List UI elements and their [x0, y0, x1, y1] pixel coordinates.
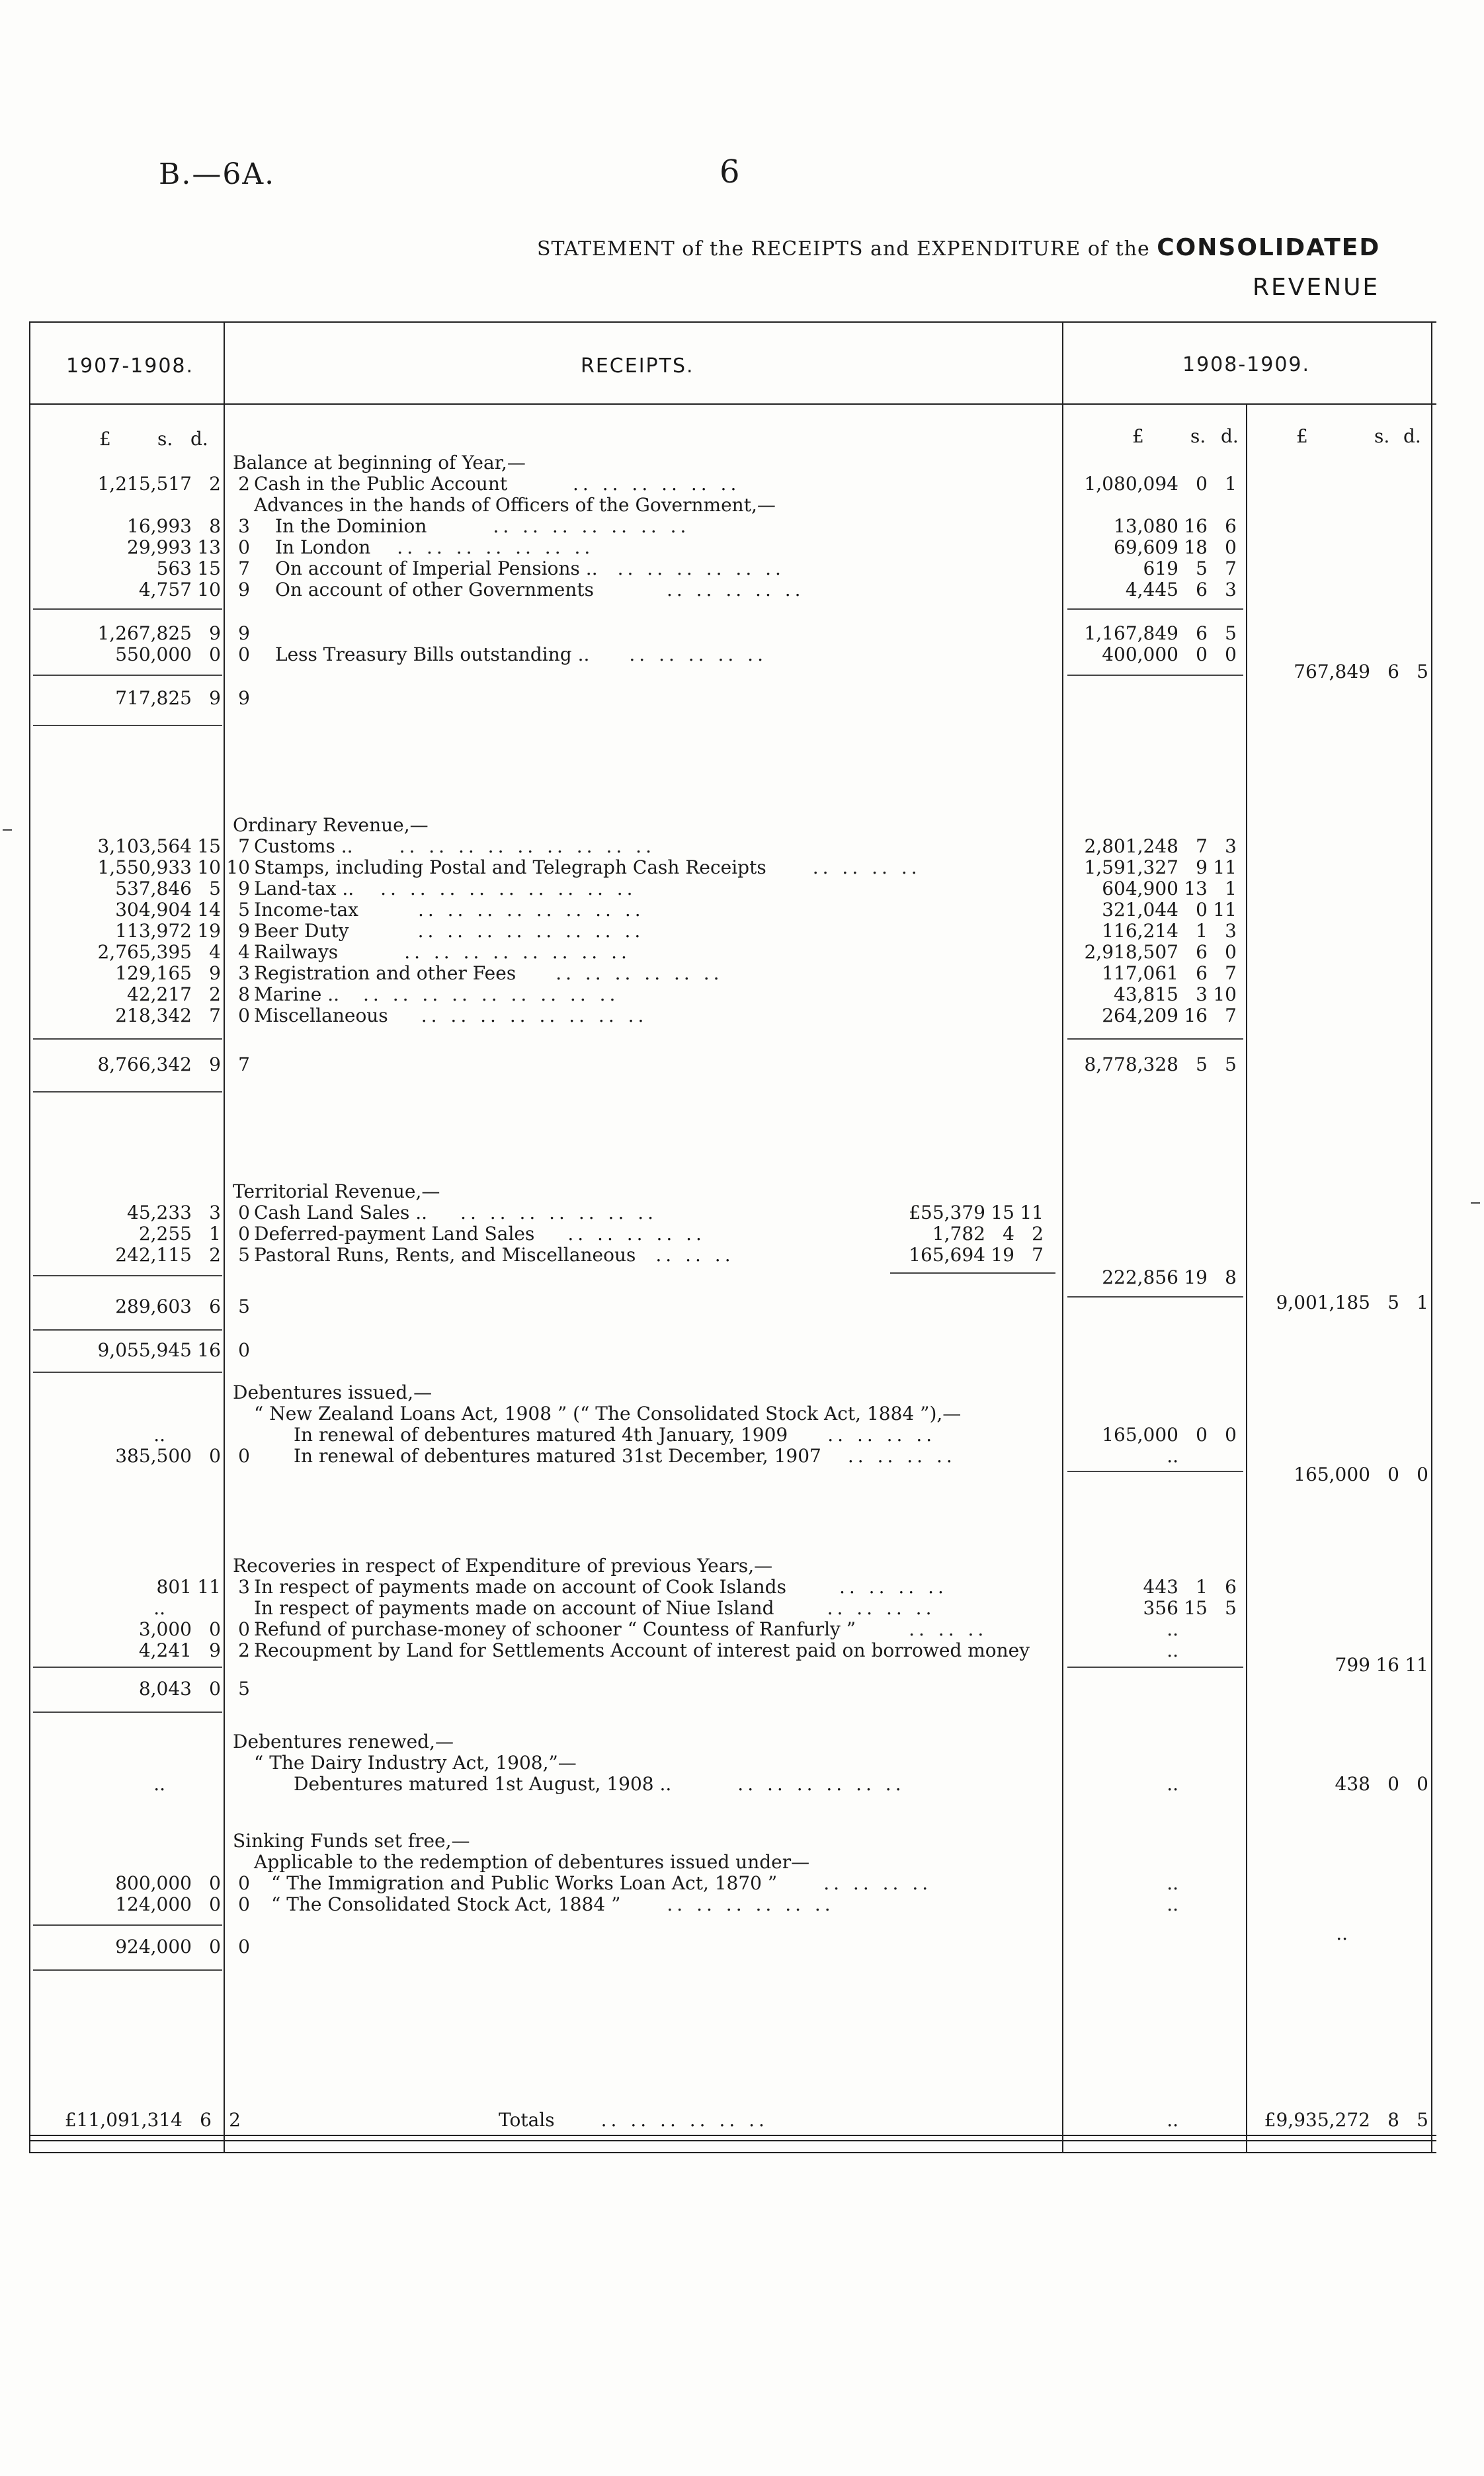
- statement-title: [537, 234, 1380, 261]
- leader-dots: .. .. .. .. .. .. .. .. ..: [399, 835, 655, 857]
- leader-dots: .. .. .. .. .. ..: [617, 557, 785, 579]
- label: In London: [275, 536, 371, 558]
- leader-dots: .. .. .. ..: [847, 1445, 956, 1467]
- label: Debentures matured 1st August, 1908 ..: [294, 1773, 672, 1795]
- page-number: 6: [720, 153, 740, 190]
- prev-renew-jan: ..: [153, 1424, 165, 1446]
- leader-dots: .. .. .. .. .. .. .. ..: [421, 1005, 648, 1026]
- cur-customs: 2,801,248 7 3: [1084, 835, 1237, 857]
- leader-dots: .. .. .. .. .. .. ..: [397, 536, 595, 558]
- label: Stamps, including Postal and Telegraph Cash Receipts: [254, 856, 766, 878]
- prev-balance: 717,825 9 9: [115, 687, 250, 709]
- cur-niue: 356 15 5: [1143, 1597, 1237, 1619]
- prev-immigration: 800,000 0 0: [115, 1872, 250, 1894]
- label: “ The Immigration and Public Works Loan Act, 1870 ”: [271, 1872, 778, 1894]
- prev-recoveries-total: 8,043 0 5: [138, 1678, 250, 1700]
- item-other-gov: [275, 579, 805, 600]
- item-beer: [254, 921, 644, 942]
- cur-misc: 264,209 16 7: [1102, 1005, 1237, 1026]
- prev-customs: 3,103,564 15 7: [97, 835, 250, 857]
- leader-dots: .. .. .. ..: [839, 1576, 948, 1598]
- leader-dots: .. .. .. ..: [827, 1424, 936, 1446]
- prev-rule-10: [33, 1712, 222, 1713]
- leader-dots: .. .. .. .. .. ..: [667, 1893, 835, 1915]
- terr-detail-pastoral: 165,694 19 7: [909, 1244, 1044, 1266]
- cur-incometax: 321,044 0 11: [1102, 899, 1237, 921]
- leader-dots: .. .. .. .. .. .. .. ..: [417, 899, 645, 921]
- prev-ordinary-total: 8,766,342 9 7: [97, 1053, 250, 1075]
- right-balance: 767,849 6 5: [1294, 661, 1428, 682]
- prev-registration: 129,165 9 3: [115, 962, 250, 984]
- prev-pastoral: 242,115 2 5: [115, 1244, 250, 1266]
- leader-dots: .. .. .. .. .. ..: [737, 1773, 905, 1795]
- leader-dots: .. .. .. .. .. ..: [600, 2109, 768, 2131]
- leader-dots: .. .. ..: [655, 1244, 735, 1266]
- right-recoveries: 799 16 11: [1335, 1654, 1428, 1676]
- prev-sub1: 1,267,825 9 9: [97, 622, 250, 644]
- section-sinking: Sinking Funds set free,—: [233, 1830, 470, 1852]
- leader-dots: .. .. .. .. .. ..: [573, 473, 741, 495]
- section-ordinary: Ordinary Revenue,—: [233, 814, 429, 836]
- cur-consolidated: ..: [1167, 1893, 1178, 1915]
- prev-revenue-total: 9,055,945 16 0: [97, 1339, 250, 1361]
- item-registration: [254, 963, 723, 984]
- label: Customs ..: [254, 835, 353, 857]
- prev-cook: 801 11 3: [156, 1576, 250, 1598]
- label: Cash Land Sales ..: [254, 1202, 428, 1223]
- item-consolidated: [271, 1894, 835, 1915]
- unit-d-left: d.: [190, 428, 208, 450]
- leader-dots: .. .. .. .. .. .. ..: [460, 1202, 658, 1223]
- label: Cash in the Public Account: [254, 473, 508, 495]
- item-advances: Advances in the hands of Officers of the Government,—: [254, 494, 776, 516]
- cur-totals: ..: [1167, 2109, 1178, 2131]
- leader-dots: .. .. .. .. ..: [629, 643, 767, 665]
- table-top-rule: [29, 321, 1436, 323]
- cur-registration: 117,061 6 7: [1102, 962, 1237, 984]
- item-renew-jan: [294, 1424, 936, 1446]
- cur-sub1: 1,167,849 6 5: [1084, 622, 1237, 644]
- item-customs: [254, 836, 655, 857]
- document-reference: B.—6A.: [159, 157, 276, 191]
- cur-other-gov: 4,445 6 3: [1125, 579, 1237, 600]
- prev-london: 29,993 13 0: [127, 536, 250, 558]
- unit-pound-right: £: [1296, 425, 1308, 447]
- prev-less: 550,000 0 0: [115, 643, 250, 665]
- item-marine: [254, 984, 619, 1005]
- prev-imperial: 563 15 7: [156, 557, 250, 579]
- label: Railways: [254, 941, 339, 963]
- section-balance: Balance at beginning of Year,—: [233, 452, 526, 474]
- item-cashland: [254, 1202, 657, 1223]
- label: On account of Imperial Pensions ..: [275, 557, 598, 579]
- unit-pound-mid: £: [1132, 425, 1144, 447]
- prev-misc: 218,342 7 0: [115, 1005, 250, 1026]
- cur-refund: ..: [1167, 1618, 1178, 1640]
- prev-cash: 1,215,517 2 2: [97, 473, 250, 495]
- cur-landtax: 604,900 13 1: [1102, 878, 1237, 899]
- table-bottom-rule-2: [29, 2140, 1436, 2141]
- prev-rule-2: [33, 675, 222, 676]
- unit-pound-left: £: [99, 428, 111, 450]
- cur-rule-1: [1067, 608, 1243, 610]
- section-deb-renewed: Debentures renewed,—: [233, 1731, 454, 1753]
- label: Less Treasury Bills outstanding ..: [275, 643, 590, 665]
- leader-dots: .. .. .. ..: [823, 1872, 932, 1894]
- cur-marine: 43,815 3 10: [1114, 983, 1237, 1005]
- label: Totals: [499, 2109, 555, 2131]
- item-dominion: [275, 516, 690, 537]
- cur-less: 400,000 0 0: [1102, 643, 1237, 665]
- leader-dots: .. .. .. .. .. .. .. ..: [417, 920, 645, 942]
- item-cook: [254, 1577, 948, 1598]
- leader-dots: .. .. .. .. .. .. .. .. ..: [363, 983, 620, 1005]
- label: In respect of payments made on account of Cook Islands: [254, 1576, 786, 1598]
- cur-territorial-total: 222,856 19 8: [1102, 1266, 1237, 1288]
- label: Pastoral Runs, Rents, and Miscellaneous: [254, 1244, 636, 1266]
- prev-rule-6: [33, 1275, 222, 1276]
- prev-rule-4: [33, 1038, 222, 1040]
- item-niue: [254, 1598, 935, 1619]
- col-header-1907: 1907-1908.: [66, 354, 194, 378]
- right-revenue: 9,001,185 5 1: [1276, 1292, 1428, 1313]
- terr-detail-cashland: £55,379 15 11: [909, 1202, 1044, 1223]
- unit-d-mid: d.: [1221, 425, 1239, 447]
- item-dairy-matured: [294, 1774, 905, 1795]
- leader-dots: .. .. .. ..: [812, 856, 921, 878]
- item-cash-public: [254, 474, 740, 495]
- label: Deferred-payment Land Sales: [254, 1223, 535, 1245]
- prev-consolidated: 124,000 0 0: [115, 1893, 250, 1915]
- label: Miscellaneous: [254, 1005, 388, 1026]
- cur-london: 69,609 18 0: [1114, 536, 1237, 558]
- right-debentures: 165,000 0 0: [1294, 1464, 1428, 1485]
- cur-rule-5: [1067, 1471, 1243, 1472]
- col-divider-2: [1062, 321, 1063, 2152]
- right-dairy: 438 0 0: [1335, 1773, 1428, 1795]
- terr-detail-rule: [890, 1272, 1055, 1274]
- label: Income-tax: [254, 899, 358, 921]
- prev-cashland: 45,233 3 0: [127, 1202, 250, 1223]
- item-refund: [254, 1619, 987, 1640]
- unit-d-right: d.: [1403, 425, 1421, 447]
- item-immigration: [271, 1873, 932, 1894]
- prev-rule-8: [33, 1372, 222, 1373]
- item-railways: [254, 942, 631, 963]
- item-incometax: [254, 899, 645, 921]
- cur-stamps: 1,591,327 9 11: [1084, 856, 1237, 878]
- title-prefix: STATEMENT of the RECEIPTS and EXPENDITURE of the: [537, 237, 1150, 261]
- header-bottom-rule: [29, 403, 1436, 405]
- leader-dots: .. .. ..: [909, 1618, 988, 1640]
- cur-cash: 1,080,094 0 1: [1084, 473, 1237, 495]
- cur-dairy: ..: [1167, 1773, 1178, 1795]
- label: In respect of payments made on account of Niue Island: [254, 1597, 774, 1619]
- prev-marine: 42,217 2 8: [127, 983, 250, 1005]
- item-applicable: Applicable to the redemption of debentures issued under—: [254, 1851, 810, 1873]
- item-landtax: [254, 878, 637, 899]
- label: Refund of purchase-money of schooner “ Countess of Ranfurly ”: [254, 1618, 856, 1640]
- totals-label: [499, 2110, 768, 2131]
- col-divider-3: [1246, 405, 1247, 2152]
- prev-grand-total: £11,091,314 6 2: [64, 2109, 241, 2131]
- right-sinking: ..: [1336, 1922, 1348, 1944]
- table-bottom-rule-3: [29, 2152, 1436, 2153]
- prev-stamps: 1,550,933 10 10: [97, 856, 250, 878]
- prev-incometax: 304,904 14 5: [115, 899, 250, 921]
- item-london: [275, 537, 594, 558]
- cur-rule-6: [1067, 1667, 1243, 1668]
- leader-dots: .. .. .. .. .. .. .. .. ..: [380, 878, 637, 899]
- section-territorial: Territorial Revenue,—: [233, 1180, 440, 1202]
- prev-rule-3: [33, 725, 222, 726]
- item-renew-dec: [294, 1446, 956, 1467]
- unit-s-right: s.: [1374, 425, 1390, 447]
- section-recoveries: Recoveries in respect of Expenditure of previous Years,—: [233, 1555, 773, 1577]
- prev-territorial-total: 289,603 6 5: [115, 1296, 250, 1317]
- leader-dots: .. .. .. .. ..: [666, 579, 805, 600]
- label: In the Dominion: [275, 515, 427, 537]
- cur-recoup: ..: [1167, 1639, 1178, 1661]
- item-nzloans: “ New Zealand Loans Act, 1908 ” (“ The Consolidated Stock Act, 1884 ”),—: [254, 1403, 962, 1424]
- unit-s-left: s.: [157, 428, 173, 450]
- item-deferred: [254, 1223, 706, 1245]
- item-misc: [254, 1005, 647, 1026]
- prev-beer: 113,972 19 9: [115, 920, 250, 942]
- prev-rule-5: [33, 1091, 222, 1093]
- prev-refund: 3,000 0 0: [138, 1618, 250, 1640]
- title-revenue: REVENUE: [1253, 274, 1380, 301]
- cur-dominion: 13,080 16 6: [1114, 515, 1237, 537]
- prev-other-gov: 4,757 10 9: [138, 579, 250, 600]
- cur-renew-jan: 165,000 0 0: [1102, 1424, 1237, 1446]
- prev-rule-7: [33, 1329, 222, 1331]
- leader-dots: .. .. .. .. ..: [567, 1223, 706, 1245]
- cur-immigration: ..: [1167, 1872, 1178, 1894]
- item-imperial: [275, 558, 785, 579]
- margin-tick-left: [3, 829, 12, 831]
- label: Beer Duty: [254, 920, 349, 942]
- terr-detail-deferred: 1,782 4 2: [932, 1223, 1044, 1245]
- prev-rule-1: [33, 608, 222, 610]
- prev-rule-11: [33, 1924, 222, 1926]
- item-stamps: [254, 857, 921, 878]
- table-right-border: [1431, 321, 1432, 2152]
- prev-rule-12: [33, 1969, 222, 1971]
- prev-landtax: 537,846 5 9: [115, 878, 250, 899]
- margin-tick-right: [1471, 1202, 1480, 1204]
- item-recoup: Recoupment by Land for Settlements Account of interest paid on borrowed money: [254, 1639, 1030, 1661]
- item-pastoral: [254, 1245, 735, 1266]
- prev-dominion: 16,993 8 3: [127, 515, 250, 537]
- prev-dairy: ..: [153, 1773, 165, 1795]
- label: “ The Consolidated Stock Act, 1884 ”: [271, 1893, 621, 1915]
- leader-dots: .. .. .. ..: [827, 1597, 936, 1619]
- cur-ordinary-total: 8,778,328 5 5: [1084, 1053, 1237, 1075]
- col-header-receipts: RECEIPTS.: [581, 354, 694, 378]
- cur-rule-3: [1067, 1038, 1243, 1040]
- leader-dots: .. .. .. .. .. .. ..: [493, 515, 690, 537]
- item-less-treasury: [275, 644, 767, 665]
- prev-recoup: 4,241 9 2: [138, 1639, 250, 1661]
- prev-rule-9: [33, 1667, 222, 1668]
- right-grand-total: £9,935,272 8 5: [1264, 2109, 1428, 2131]
- label: Land-tax ..: [254, 878, 354, 899]
- table-bottom-rule-1: [29, 2135, 1436, 2136]
- label: On account of other Governments: [275, 579, 594, 600]
- item-dairy: “ The Dairy Industry Act, 1908,”—: [254, 1752, 577, 1774]
- leader-dots: .. .. .. .. .. ..: [556, 962, 723, 984]
- title-bold: CONSOLIDATED: [1157, 234, 1381, 261]
- unit-s-mid: s.: [1190, 425, 1206, 447]
- col-header-1908: 1908-1909.: [1182, 353, 1311, 376]
- prev-renew-dec: 385,500 0 0: [115, 1445, 250, 1467]
- leader-dots: .. .. .. .. .. .. .. ..: [404, 941, 631, 963]
- cur-imperial: 619 5 7: [1143, 557, 1237, 579]
- cur-rule-2: [1067, 675, 1243, 676]
- label: In renewal of debentures matured 4th January, 1909: [294, 1424, 788, 1446]
- label: In renewal of debentures matured 31st December, 1907: [294, 1445, 821, 1467]
- prev-sinking-total: 924,000 0 0: [115, 1936, 250, 1958]
- label: Marine ..: [254, 983, 340, 1005]
- section-debentures: Debentures issued,—: [233, 1382, 433, 1403]
- prev-deferred: 2,255 1 0: [138, 1223, 250, 1245]
- cur-renew-dec: ..: [1167, 1445, 1178, 1467]
- cur-rule-4: [1067, 1296, 1243, 1298]
- prev-railways: 2,765,395 4 4: [97, 941, 250, 963]
- cur-cook: 443 1 6: [1143, 1576, 1237, 1598]
- prev-niue: ..: [153, 1597, 165, 1619]
- label: Registration and other Fees: [254, 962, 516, 984]
- cur-beer: 116,214 1 3: [1102, 920, 1237, 942]
- cur-railways: 2,918,507 6 0: [1084, 941, 1237, 963]
